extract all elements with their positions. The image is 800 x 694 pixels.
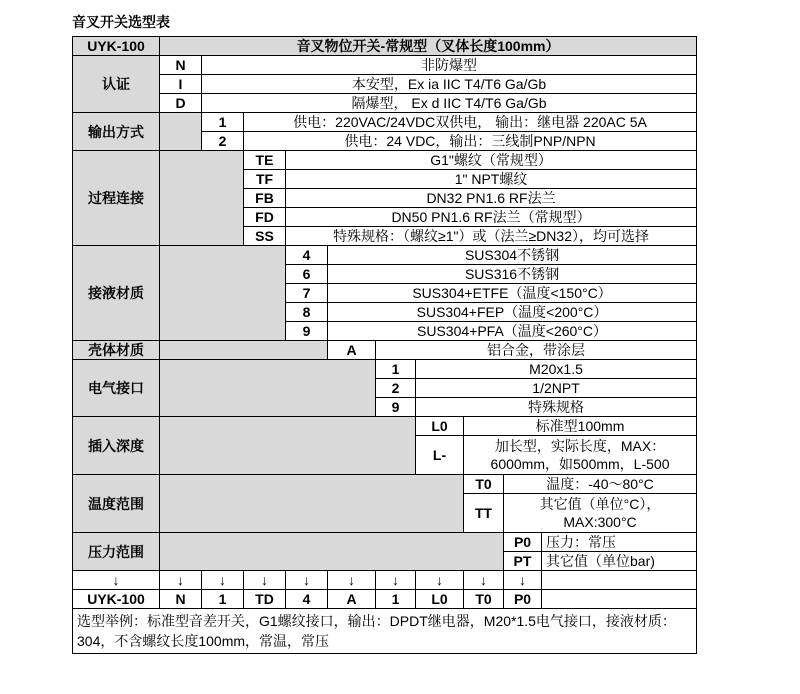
arrow-down-icon: ↓ [504, 571, 542, 590]
selection-table [72, 36, 697, 654]
material-desc: SUS304+FEP（温度<200°C） [328, 303, 697, 322]
temperature-label: 温度范围 [73, 475, 160, 533]
output-label: 输出方式 [73, 113, 160, 151]
summary-code: T0 [464, 590, 504, 609]
arrow-down-icon: ↓ [376, 571, 416, 590]
arrow-down-icon: ↓ [464, 571, 504, 590]
model-cell: UYK-100 [73, 37, 160, 56]
filler-cell [160, 341, 328, 360]
summary-code: UYK-100 [73, 590, 160, 609]
cert-desc: 本安型，Ex ia IIC T4/T6 Ga/Gb [202, 75, 697, 94]
process-code: SS [244, 227, 286, 246]
cert-code: D [160, 94, 202, 113]
product-name: 音叉物位开关-常规型（叉体长度100mm） [160, 37, 697, 56]
filler-cell [160, 533, 504, 571]
filler-cell [160, 417, 416, 475]
electrical-label: 电气接口 [73, 360, 160, 417]
pressure-row [73, 533, 697, 552]
temperature-desc: 温度：-40～80°C [504, 475, 697, 494]
filler-cell [160, 360, 376, 417]
process-desc: 特殊规格：（螺纹≥1"）或（法兰≥DN32），均可选择 [286, 227, 697, 246]
arrow-down-icon: ↓ [286, 571, 328, 590]
empty-cell [542, 590, 697, 609]
cert-code: I [160, 75, 202, 94]
empty-cell [542, 571, 697, 590]
depth-desc: 标准型100mm [464, 417, 697, 436]
electrical-code: 1 [376, 360, 416, 379]
pressure-code: PT [504, 552, 542, 571]
summary-code: N [160, 590, 202, 609]
output-desc: 供电：220VAC/24VDC双供电， 输出：继电器 220AC 5A [244, 113, 697, 132]
cert-row [73, 75, 697, 94]
depth-code: L0 [416, 417, 464, 436]
housing-row [73, 341, 697, 360]
pressure-desc: 压力：常压 [542, 533, 697, 552]
output-code: 2 [202, 132, 244, 151]
material-code: 4 [286, 246, 328, 265]
depth-code: L- [416, 436, 464, 475]
electrical-code: 2 [376, 379, 416, 398]
filler-cell [160, 151, 244, 246]
process-desc: DN50 PN1.6 RF法兰（常规型） [286, 208, 697, 227]
arrow-down-icon: ↓ [160, 571, 202, 590]
cert-code: N [160, 56, 202, 75]
process-code: TF [244, 170, 286, 189]
housing-code: A [328, 341, 376, 360]
pressure-desc: 其它值（单位bar) [542, 552, 697, 571]
cert-label: 认证 [73, 56, 160, 113]
material-desc: SUS316不锈钢 [328, 265, 697, 284]
depth-label: 插入深度 [73, 417, 160, 475]
process-code: FD [244, 208, 286, 227]
cert-row [73, 56, 697, 75]
output-desc: 供电：24 VDC，输出：三线制PNP/NPN [244, 132, 697, 151]
process-desc: DN32 PN1.6 RF法兰 [286, 189, 697, 208]
temperature-code: T0 [464, 475, 504, 494]
arrow-down-icon: ↓ [328, 571, 376, 590]
process-label: 过程连接 [73, 151, 160, 246]
summary-code: 1 [202, 590, 244, 609]
filler-cell [160, 113, 202, 151]
filler-cell [160, 246, 286, 341]
process-code: TE [244, 151, 286, 170]
summary-code: 1 [376, 590, 416, 609]
pressure-label: 压力范围 [73, 533, 160, 571]
material-row [73, 246, 697, 265]
arrow-down-icon: ↓ [73, 571, 160, 590]
arrow-row [73, 571, 697, 590]
summary-code: 4 [286, 590, 328, 609]
selection-example: 选型举例：标准型音差开关，G1螺纹接口，输出：DPDT继电器，M20*1.5电气接口，接液材质：304，不含螺纹长度100mm，常温，常压 [73, 609, 697, 654]
housing-label: 壳体材质 [73, 341, 160, 360]
temperature-row [73, 475, 697, 494]
header-row [73, 37, 697, 56]
process-row [73, 151, 697, 170]
electrical-desc: 1/2NPT [416, 379, 697, 398]
filler-cell [160, 475, 464, 533]
material-label: 接液材质 [73, 246, 160, 341]
process-desc: 1" NPT螺纹 [286, 170, 697, 189]
cert-row [73, 94, 697, 113]
arrow-down-icon: ↓ [416, 571, 464, 590]
cert-desc: 隔爆型， Ex d IIC T4/T6 Ga/Gb [202, 94, 697, 113]
output-code: 1 [202, 113, 244, 132]
arrow-down-icon: ↓ [244, 571, 286, 590]
process-desc: G1"螺纹（常规型） [286, 151, 697, 170]
cert-desc: 非防爆型 [202, 56, 697, 75]
depth-row [73, 417, 697, 436]
summary-code: TD [244, 590, 286, 609]
material-code: 6 [286, 265, 328, 284]
arrow-down-icon: ↓ [202, 571, 244, 590]
temperature-code: TT [464, 494, 504, 533]
electrical-code: 9 [376, 398, 416, 417]
summary-code: P0 [504, 590, 542, 609]
material-code: 9 [286, 322, 328, 341]
material-code: 7 [286, 284, 328, 303]
electrical-row [73, 360, 697, 379]
material-desc: SUS304+ETFE（温度<150°C） [328, 284, 697, 303]
housing-desc: 铝合金，带涂层 [376, 341, 697, 360]
page-title: 音叉开关选型表 [72, 14, 170, 30]
process-code: FB [244, 189, 286, 208]
summary-code: L0 [416, 590, 464, 609]
electrical-desc: M20x1.5 [416, 360, 697, 379]
output-row [73, 113, 697, 132]
depth-desc: 加长型，实际长度，MAX：6000mm，如500mm，L-500 [464, 436, 697, 475]
material-desc: SUS304不锈钢 [328, 246, 697, 265]
summary-code: A [328, 590, 376, 609]
summary-row [73, 590, 697, 609]
electrical-desc: 特殊规格 [416, 398, 697, 417]
example-row [73, 609, 697, 654]
material-code: 8 [286, 303, 328, 322]
pressure-code: P0 [504, 533, 542, 552]
material-desc: SUS304+PFA（温度<260°C） [328, 322, 697, 341]
temperature-desc: 其它值（单位°C），MAX:300°C [504, 494, 697, 533]
